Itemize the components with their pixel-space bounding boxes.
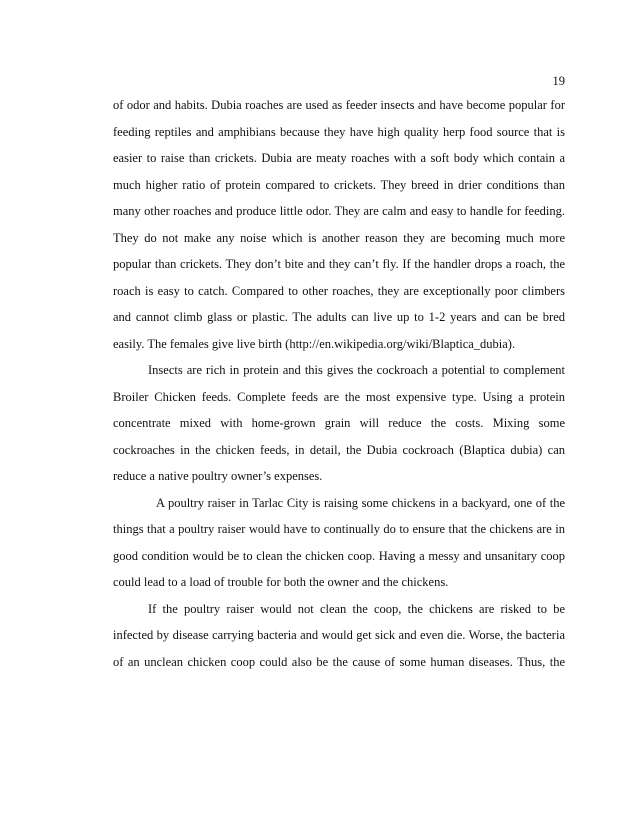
text-line: A poultry raiser in Tarlac City is raising some chickens in a backyard, one of the xyxy=(156,495,565,510)
paragraph-4 xyxy=(113,596,565,676)
text-line: They do not make any noise which is another reason they are becoming much more xyxy=(113,230,565,245)
text-line: popular than crickets. They don’t bite and they can’t fly. If the handler drops a roach, the xyxy=(113,257,565,271)
text-line: good condition would be to clean the chicken coop. Having a messy and unsanitary coop xyxy=(113,548,565,563)
text-line: could lead to a load of trouble for both the owner and the chickens. xyxy=(113,575,449,589)
text-line: Insects are rich in protein and this gives the cockroach a potential to complement xyxy=(148,363,565,377)
text-line: reduce a native poultry owner’s expenses. xyxy=(113,469,323,483)
text-line: If the poultry raiser would not clean the coop, the chickens are risked to be xyxy=(148,601,565,616)
text-line: easier to raise than crickets. Dubia are meaty roaches with a soft body which contain a xyxy=(113,151,565,165)
text-line: cockroaches in the chicken feeds, in detail, the Dubia cockroach (Blaptica dubia) can xyxy=(113,442,565,457)
text-line: things that a poultry raiser would have to continually do to ensure that the chickens are in xyxy=(113,522,565,536)
text-line: roach is easy to catch. Compared to other roaches, they are exceptionally poor climbers xyxy=(113,283,565,298)
text-line: Broiler Chicken feeds. Complete feeds are the most expensive type. Using a protein xyxy=(113,389,565,404)
text-line: concentrate mixed with home-grown grain will reduce the costs. Mixing some xyxy=(113,416,565,430)
paragraph-2 xyxy=(113,357,565,490)
page-number: 19 xyxy=(552,74,565,88)
text-line: feeding reptiles and amphibians because they have high quality herp food source that is xyxy=(113,124,565,139)
paragraph-3 xyxy=(113,490,565,596)
text-line: much higher ratio of protein compared to crickets. They breed in drier conditions than xyxy=(113,177,565,192)
body-text xyxy=(113,92,565,675)
text-line: of odor and habits. Dubia roaches are used as feeder insects and have become popular for xyxy=(113,98,565,112)
text-line: easily. The females give live birth (http://en.wikipedia.org/wiki/Blaptica_dubia). xyxy=(113,336,516,351)
paragraph-1 xyxy=(113,92,565,357)
text-line: many other roaches and produce little odor. They are calm and easy to handle for feeding. xyxy=(113,204,565,218)
text-line: of an unclean chicken coop could also be the cause of some human diseases. Thus, the xyxy=(113,654,565,669)
text-line: and cannot climb glass or plastic. The adults can live up to 1-2 years and can be bred xyxy=(113,310,565,324)
text-line: infected by disease carrying bacteria and would get sick and even die. Worse, the bacteria xyxy=(113,628,565,642)
